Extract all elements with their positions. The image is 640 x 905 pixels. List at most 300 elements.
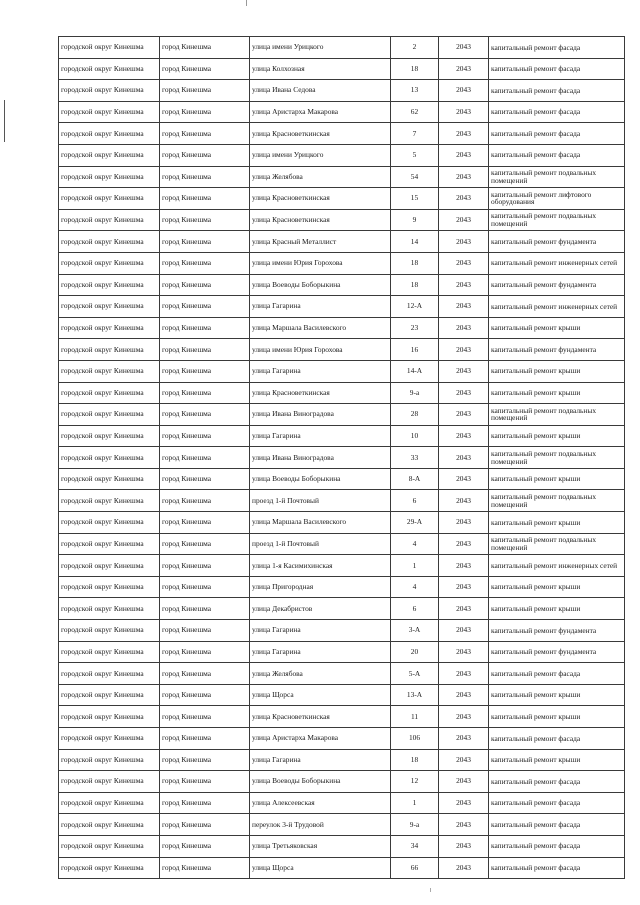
cell-house-number: 5: [391, 144, 439, 166]
cell-city: город Кинешма: [160, 360, 250, 382]
cell-city: город Кинешма: [160, 490, 250, 512]
cell-work-type: [489, 360, 625, 382]
cell-street: улица Гагарина: [250, 641, 391, 663]
cell-year: 2043: [439, 144, 489, 166]
work-type-text: капитальный ремонт фасада: [491, 107, 581, 117]
cell-work-type: [489, 339, 625, 361]
cell-okrug: городской округ Кинешма: [59, 620, 160, 642]
cell-year: 2043: [439, 749, 489, 771]
table-row: [59, 296, 625, 318]
cell-year: 2043: [439, 317, 489, 339]
work-type-text: капитальный ремонт фундамента: [491, 625, 597, 635]
table-row: [59, 209, 625, 231]
cell-work-type: [489, 771, 625, 793]
table-row: [59, 706, 625, 728]
cell-street: улица имени Урицкого: [250, 144, 391, 166]
cell-city: город Кинешма: [160, 835, 250, 857]
work-type-text: капитальный ремонт фасада: [491, 776, 581, 786]
cell-city: город Кинешма: [160, 80, 250, 102]
cell-street: улица Ивана Виноградова: [250, 447, 391, 469]
cell-city: город Кинешма: [160, 663, 250, 685]
cell-street: переулок 3-й Трудовой: [250, 814, 391, 836]
cell-house-number: 66: [391, 857, 439, 879]
cell-work-type: [489, 37, 625, 59]
cell-work-type: [489, 274, 625, 296]
cell-year: 2043: [439, 404, 489, 426]
cell-city: город Кинешма: [160, 296, 250, 318]
cell-street: улица Гагарина: [250, 425, 391, 447]
cell-year: 2043: [439, 123, 489, 145]
table-row: [59, 684, 625, 706]
cell-work-type: [489, 252, 625, 274]
cell-house-number: 9-а: [391, 814, 439, 836]
scan-mark-bottom: [430, 888, 431, 892]
repair-schedule-table: [58, 36, 625, 879]
work-type-text: капитальный ремонт крыши: [491, 323, 581, 333]
cell-house-number: 62: [391, 101, 439, 123]
cell-work-type: [489, 188, 625, 210]
cell-house-number: 4: [391, 533, 439, 555]
cell-house-number: 7: [391, 123, 439, 145]
table-row: [59, 252, 625, 274]
work-type-text: капитальный ремонт подвальных помещений: [491, 535, 597, 552]
work-type-text: капитальный ремонт подвальных помещений: [491, 492, 597, 509]
cell-city: город Кинешма: [160, 209, 250, 231]
cell-city: город Кинешма: [160, 188, 250, 210]
cell-house-number: 13: [391, 80, 439, 102]
cell-street: улица Красноветкинская: [250, 188, 391, 210]
work-type-text: капитальный ремонт фасада: [491, 150, 581, 160]
work-type-text: капитальный ремонт инженерных сетей: [491, 258, 618, 268]
cell-okrug: городской округ Кинешма: [59, 512, 160, 534]
cell-work-type: [489, 792, 625, 814]
cell-okrug: городской округ Кинешма: [59, 101, 160, 123]
table-row: [59, 533, 625, 555]
cell-street: улица Воеводы Боборыкина: [250, 771, 391, 793]
cell-city: город Кинешма: [160, 728, 250, 750]
work-type-text: капитальный ремонт инженерных сетей: [491, 301, 618, 311]
cell-street: улица Красноветкинская: [250, 706, 391, 728]
cell-city: город Кинешма: [160, 749, 250, 771]
cell-house-number: 6: [391, 598, 439, 620]
work-type-text: капитальный ремонт лифтового оборудования: [491, 189, 592, 207]
table-row: [59, 404, 625, 426]
cell-house-number: 18: [391, 274, 439, 296]
work-type-text: капитальный ремонт крыши: [491, 366, 581, 376]
cell-year: 2043: [439, 447, 489, 469]
cell-house-number: 18: [391, 58, 439, 80]
cell-house-number: 28: [391, 404, 439, 426]
cell-work-type: [489, 684, 625, 706]
cell-year: 2043: [439, 252, 489, 274]
cell-work-type: [489, 555, 625, 577]
cell-street: улица Гагарина: [250, 296, 391, 318]
cell-street: улица Алексеевская: [250, 792, 391, 814]
cell-house-number: 15: [391, 188, 439, 210]
work-type-text: капитальный ремонт подвальных помещений: [491, 448, 597, 466]
cell-okrug: городской округ Кинешма: [59, 576, 160, 598]
cell-city: город Кинешма: [160, 468, 250, 490]
cell-street: проезд 1-й Почтовый: [250, 533, 391, 555]
cell-house-number: 18: [391, 749, 439, 771]
cell-house-number: 16: [391, 339, 439, 361]
work-type-text: капитальный ремонт фасада: [491, 64, 581, 74]
cell-city: город Кинешма: [160, 684, 250, 706]
cell-okrug: городской округ Кинешма: [59, 771, 160, 793]
cell-street: улица имени Юрия Горохова: [250, 339, 391, 361]
cell-street: улица Красноветкинская: [250, 123, 391, 145]
work-type-text: капитальный ремонт фасада: [491, 863, 581, 873]
cell-street: улица Гагарина: [250, 749, 391, 771]
table-row: [59, 317, 625, 339]
cell-city: город Кинешма: [160, 274, 250, 296]
cell-street: улица Пригородная: [250, 576, 391, 598]
table-row: [59, 771, 625, 793]
scan-mark-top: [246, 0, 247, 6]
work-type-text: капитальный ремонт фундамента: [491, 280, 597, 290]
cell-work-type: [489, 80, 625, 102]
work-type-text: капитальный ремонт подвальных помещений: [491, 405, 597, 423]
cell-year: 2043: [439, 231, 489, 253]
cell-city: город Кинешма: [160, 339, 250, 361]
cell-street: улица Красноветкинская: [250, 382, 391, 404]
cell-street: улица Колхозная: [250, 58, 391, 80]
cell-year: 2043: [439, 382, 489, 404]
cell-work-type: [489, 425, 625, 447]
cell-work-type: [489, 144, 625, 166]
cell-city: город Кинешма: [160, 101, 250, 123]
table-row: [59, 728, 625, 750]
cell-year: 2043: [439, 533, 489, 555]
table-body: [59, 37, 625, 879]
cell-work-type: [489, 231, 625, 253]
cell-work-type: [489, 101, 625, 123]
cell-street: улица Красноветкинская: [250, 209, 391, 231]
cell-okrug: городской округ Кинешма: [59, 447, 160, 469]
table-row: [59, 382, 625, 404]
cell-house-number: 23: [391, 317, 439, 339]
cell-okrug: городской округ Кинешма: [59, 209, 160, 231]
cell-house-number: 18: [391, 252, 439, 274]
table-row: [59, 231, 625, 253]
cell-house-number: 4: [391, 576, 439, 598]
work-type-text: капитальный ремонт крыши: [491, 603, 581, 613]
cell-year: 2043: [439, 166, 489, 188]
cell-year: 2043: [439, 814, 489, 836]
work-type-text: капитальный ремонт крыши: [491, 431, 581, 441]
cell-street: улица Желябова: [250, 166, 391, 188]
cell-work-type: [489, 58, 625, 80]
cell-okrug: городской округ Кинешма: [59, 188, 160, 210]
table-row: [59, 58, 625, 80]
work-type-text: капитальный ремонт крыши: [491, 582, 581, 592]
cell-street: улица Щорса: [250, 684, 391, 706]
cell-year: 2043: [439, 58, 489, 80]
cell-street: проезд 1-й Почтовый: [250, 490, 391, 512]
cell-house-number: 2: [391, 37, 439, 59]
work-type-text: капитальный ремонт фасада: [491, 798, 581, 808]
cell-okrug: городской округ Кинешма: [59, 857, 160, 879]
cell-house-number: 106: [391, 728, 439, 750]
cell-year: 2043: [439, 296, 489, 318]
cell-street: улица Воеводы Боборыкина: [250, 468, 391, 490]
cell-okrug: городской округ Кинешма: [59, 533, 160, 555]
cell-street: улица имени Юрия Горохова: [250, 252, 391, 274]
cell-city: город Кинешма: [160, 533, 250, 555]
work-type-text: капитальный ремонт подвальных помещений: [491, 211, 597, 229]
cell-city: город Кинешма: [160, 231, 250, 253]
cell-year: 2043: [439, 80, 489, 102]
cell-house-number: 8-А: [391, 468, 439, 490]
work-type-text: капитальный ремонт крыши: [491, 711, 581, 721]
cell-okrug: городской округ Кинешма: [59, 749, 160, 771]
table-row: [59, 792, 625, 814]
cell-house-number: 20: [391, 641, 439, 663]
work-type-text: капитальный ремонт фундамента: [491, 344, 597, 354]
work-type-text: капитальный ремонт крыши: [491, 474, 581, 484]
cell-year: 2043: [439, 209, 489, 231]
table-row: [59, 123, 625, 145]
table-row: [59, 835, 625, 857]
cell-city: город Кинешма: [160, 425, 250, 447]
cell-house-number: 12: [391, 771, 439, 793]
cell-okrug: городской округ Кинешма: [59, 296, 160, 318]
cell-house-number: 29-А: [391, 512, 439, 534]
work-type-text: капитальный ремонт крыши: [491, 517, 581, 527]
cell-okrug: городской округ Кинешма: [59, 80, 160, 102]
cell-street: улица Гагарина: [250, 620, 391, 642]
cell-city: город Кинешма: [160, 382, 250, 404]
cell-okrug: городской округ Кинешма: [59, 684, 160, 706]
cell-city: город Кинешма: [160, 144, 250, 166]
cell-work-type: [489, 814, 625, 836]
cell-okrug: городской округ Кинешма: [59, 360, 160, 382]
cell-work-type: [489, 296, 625, 318]
cell-house-number: 34: [391, 835, 439, 857]
cell-work-type: [489, 468, 625, 490]
work-type-text: капитальный ремонт фундамента: [491, 647, 597, 657]
cell-street: улица Аристарха Макарова: [250, 101, 391, 123]
cell-house-number: 54: [391, 166, 439, 188]
cell-year: 2043: [439, 339, 489, 361]
cell-house-number: 13-А: [391, 684, 439, 706]
cell-work-type: [489, 598, 625, 620]
table-row: [59, 857, 625, 879]
cell-year: 2043: [439, 684, 489, 706]
cell-street: улица имени Урицкого: [250, 37, 391, 59]
cell-street: улица Воеводы Боборыкина: [250, 274, 391, 296]
cell-okrug: городской округ Кинешма: [59, 252, 160, 274]
cell-house-number: 12-А: [391, 296, 439, 318]
work-type-text: капитальный ремонт крыши: [491, 755, 581, 765]
table-row: [59, 576, 625, 598]
cell-house-number: 5-А: [391, 663, 439, 685]
cell-okrug: городской округ Кинешма: [59, 792, 160, 814]
table-row: [59, 814, 625, 836]
cell-okrug: городской округ Кинешма: [59, 490, 160, 512]
cell-street: улица 1-я Касимихинская: [250, 555, 391, 577]
cell-okrug: городской округ Кинешма: [59, 598, 160, 620]
work-type-text: капитальный ремонт фасада: [491, 819, 581, 829]
cell-house-number: 10: [391, 425, 439, 447]
cell-okrug: городской округ Кинешма: [59, 425, 160, 447]
cell-okrug: городской округ Кинешма: [59, 382, 160, 404]
cell-okrug: городской округ Кинешма: [59, 706, 160, 728]
cell-city: город Кинешма: [160, 771, 250, 793]
cell-work-type: [489, 576, 625, 598]
cell-street: улица Ивана Седова: [250, 80, 391, 102]
cell-okrug: городской округ Кинешма: [59, 37, 160, 59]
cell-street: улица Красный Металлист: [250, 231, 391, 253]
work-type-text: капитальный ремонт крыши: [491, 388, 581, 397]
cell-city: город Кинешма: [160, 555, 250, 577]
cell-house-number: 14-А: [391, 360, 439, 382]
table-row: [59, 80, 625, 102]
table-row: [59, 166, 625, 188]
cell-okrug: городской округ Кинешма: [59, 274, 160, 296]
cell-house-number: 6: [391, 490, 439, 512]
work-type-text: капитальный ремонт подвальных помещений: [491, 168, 597, 185]
work-type-text: капитальный ремонт фасада: [491, 733, 581, 743]
cell-city: город Кинешма: [160, 166, 250, 188]
cell-city: город Кинешма: [160, 792, 250, 814]
cell-city: город Кинешма: [160, 447, 250, 469]
cell-city: город Кинешма: [160, 58, 250, 80]
cell-work-type: [489, 317, 625, 339]
cell-work-type: [489, 123, 625, 145]
cell-work-type: [489, 728, 625, 750]
cell-work-type: [489, 706, 625, 728]
cell-year: 2043: [439, 512, 489, 534]
cell-okrug: городской округ Кинешма: [59, 231, 160, 253]
work-type-text: капитальный ремонт крыши: [491, 690, 581, 700]
cell-city: город Кинешма: [160, 123, 250, 145]
cell-work-type: [489, 382, 625, 404]
cell-city: город Кинешма: [160, 252, 250, 274]
cell-house-number: 11: [391, 706, 439, 728]
cell-year: 2043: [439, 425, 489, 447]
cell-year: 2043: [439, 706, 489, 728]
cell-street: улица Гагарина: [250, 360, 391, 382]
cell-city: город Кинешма: [160, 814, 250, 836]
cell-house-number: 9: [391, 209, 439, 231]
cell-city: город Кинешма: [160, 620, 250, 642]
cell-year: 2043: [439, 792, 489, 814]
cell-okrug: городской округ Кинешма: [59, 58, 160, 80]
cell-work-type: [489, 209, 625, 231]
cell-street: улица Аристарха Макарова: [250, 728, 391, 750]
cell-city: город Кинешма: [160, 37, 250, 59]
cell-okrug: городской округ Кинешма: [59, 144, 160, 166]
table-row: [59, 447, 625, 469]
work-type-text: капитальный ремонт фасада: [491, 42, 581, 52]
cell-city: город Кинешма: [160, 317, 250, 339]
cell-year: 2043: [439, 360, 489, 382]
cell-year: 2043: [439, 857, 489, 879]
work-type-text: капитальный ремонт фасада: [491, 128, 581, 138]
cell-work-type: [489, 166, 625, 188]
cell-street: улица Декабристов: [250, 598, 391, 620]
cell-work-type: [489, 663, 625, 685]
cell-year: 2043: [439, 274, 489, 296]
cell-work-type: [489, 749, 625, 771]
cell-city: город Кинешма: [160, 576, 250, 598]
cell-year: 2043: [439, 641, 489, 663]
cell-house-number: 9-а: [391, 382, 439, 404]
cell-year: 2043: [439, 188, 489, 210]
cell-house-number: 14: [391, 231, 439, 253]
cell-okrug: городской округ Кинешма: [59, 663, 160, 685]
cell-year: 2043: [439, 728, 489, 750]
cell-okrug: городской округ Кинешма: [59, 468, 160, 490]
cell-year: 2043: [439, 663, 489, 685]
cell-work-type: [489, 620, 625, 642]
cell-street: улица Третьяковская: [250, 835, 391, 857]
cell-year: 2043: [439, 598, 489, 620]
cell-okrug: городской округ Кинешма: [59, 835, 160, 857]
table-row: [59, 641, 625, 663]
table-row: [59, 598, 625, 620]
table-row: [59, 512, 625, 534]
cell-work-type: [489, 533, 625, 555]
cell-city: город Кинешма: [160, 512, 250, 534]
cell-year: 2043: [439, 771, 489, 793]
cell-okrug: городской округ Кинешма: [59, 317, 160, 339]
work-type-text: капитальный ремонт фасада: [491, 85, 581, 95]
cell-city: город Кинешма: [160, 404, 250, 426]
cell-city: город Кинешма: [160, 857, 250, 879]
table-row: [59, 490, 625, 512]
cell-work-type: [489, 512, 625, 534]
table-row: [59, 274, 625, 296]
cell-year: 2043: [439, 620, 489, 642]
cell-house-number: 1: [391, 792, 439, 814]
cell-okrug: городской округ Кинешма: [59, 814, 160, 836]
cell-year: 2043: [439, 555, 489, 577]
table-row: [59, 468, 625, 490]
cell-year: 2043: [439, 835, 489, 857]
table-row: [59, 339, 625, 361]
cell-street: улица Ивана Виноградова: [250, 404, 391, 426]
table-row: [59, 749, 625, 771]
table-row: [59, 663, 625, 685]
cell-year: 2043: [439, 576, 489, 598]
work-type-text: капитальный ремонт фасада: [491, 841, 581, 851]
cell-street: улица Желябова: [250, 663, 391, 685]
table-row: [59, 188, 625, 210]
cell-city: город Кинешма: [160, 641, 250, 663]
work-type-text: капитальный ремонт инженерных сетей: [491, 560, 618, 570]
cell-work-type: [489, 404, 625, 426]
cell-house-number: 33: [391, 447, 439, 469]
cell-work-type: [489, 835, 625, 857]
cell-year: 2043: [439, 101, 489, 123]
cell-year: 2043: [439, 37, 489, 59]
cell-year: 2043: [439, 490, 489, 512]
table-row: [59, 37, 625, 59]
table-row: [59, 360, 625, 382]
cell-okrug: городской округ Кинешма: [59, 641, 160, 663]
table-row: [59, 425, 625, 447]
cell-street: улица Щорса: [250, 857, 391, 879]
table-row: [59, 555, 625, 577]
cell-okrug: городской округ Кинешма: [59, 123, 160, 145]
cell-work-type: [489, 641, 625, 663]
table-row: [59, 620, 625, 642]
cell-year: 2043: [439, 468, 489, 490]
cell-work-type: [489, 490, 625, 512]
cell-house-number: 3-А: [391, 620, 439, 642]
